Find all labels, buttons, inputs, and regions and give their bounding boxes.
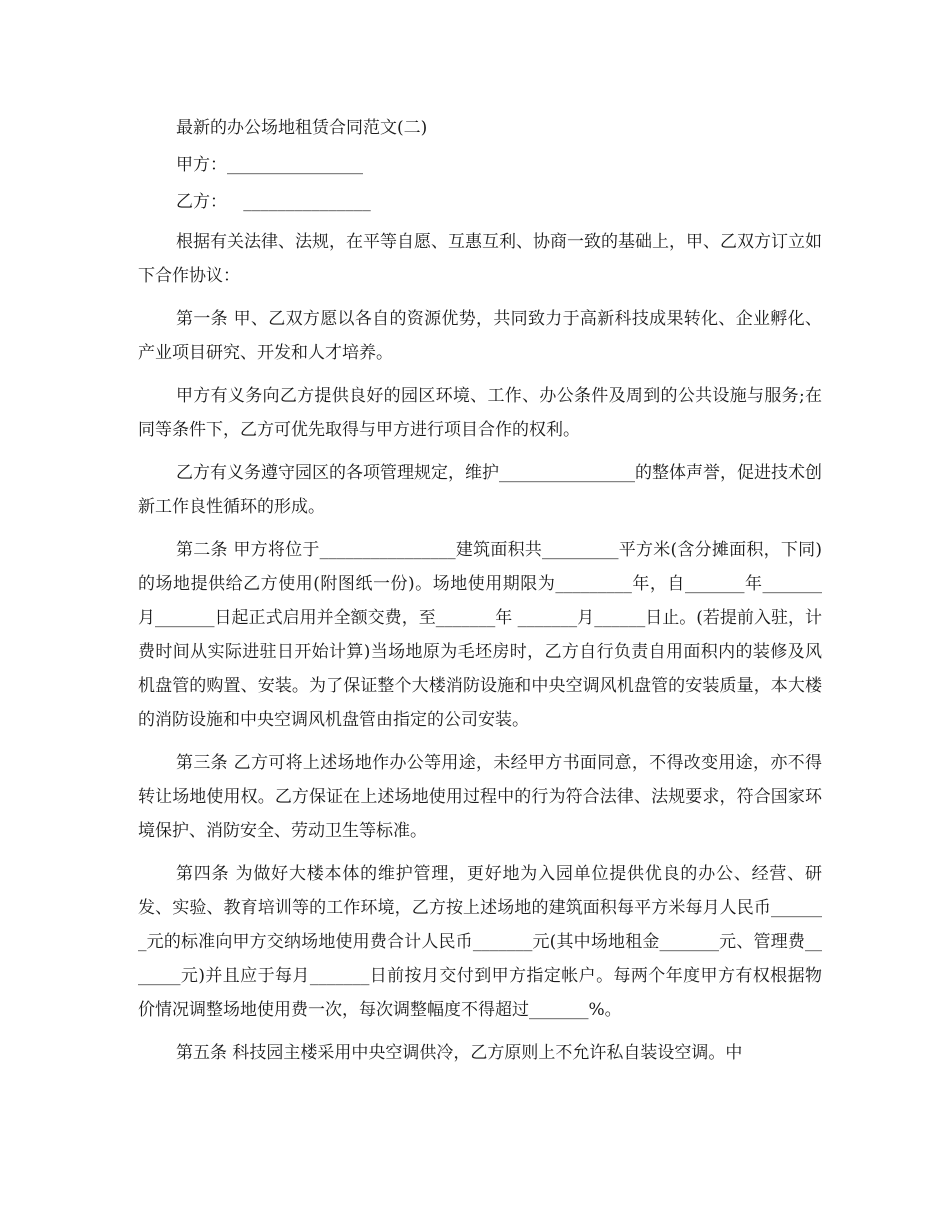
document-title: 最新的办公场地租赁合同范文(二) (176, 118, 428, 138)
paragraph-party-a-duty: 甲方有义务向乙方提供良好的园区环境、工作、办公条件及周到的公共设施与服务;在同等条件下，乙方可优先取得与甲方进行项目合作的权利。 (138, 386, 822, 440)
document-page (138, 114, 822, 1079)
party-b-line: 乙方： _______________ (176, 192, 371, 212)
paragraph-article-1: 第一条 甲、乙双方愿以各自的资源优势，共同致力于高新科技成果转化、企业孵化、产业项目研究、开发和人才培养。 (138, 309, 822, 363)
paragraph-party-b-duty: 乙方有义务遵守园区的各项管理规定，维护________________的整体声誉，促进技术创新工作良性循环的形成。 (138, 463, 822, 517)
paragraph-article-3: 第三条 乙方可将上述场地作办公等用途，未经甲方书面同意，不得改变用途，亦不得转让场地使用权。乙方保证在上述场地使用过程中的行为符合法律、法规要求，符合国家环境保护、消防安全、劳动卫生等标准。 (138, 753, 822, 841)
paragraph-article-5: 第五条 科技园主楼采用中央空调供冷，乙方原则上不允许私自装设空调。中 (176, 1043, 743, 1063)
paragraph-article-4: 第四条 为做好大楼本体的维护管理，更好地为入园单位提供优良的办公、经营、研发、实验、教育培训等的工作环境，乙方按上述场地的建筑面积每平方米每月人民币_______元的标准向甲方交纳场地使用费合计人民币_______元(其中场地租金_______元、管理费_______元)并且应于每月_______日前按月交付到甲方指定帐户。每两个年度甲方有权根据物价情况调整场地使用费一次，每次调整幅度不得超过_______%。 (138, 864, 822, 1020)
party-a-line: 甲方：________________ (176, 155, 363, 175)
paragraph-preamble: 根据有关法律、法规，在平等自愿、互惠互利、协商一致的基础上，甲、乙双方订立如下合作协议： (138, 232, 822, 286)
paragraph-article-2: 第二条 甲方将位于________________建筑面积共_________平方米(含分摊面积，下同)的场地提供给乙方使用(附图纸一份)。场地使用期限为_________年，自_______年_______月_______日起正式启用并全额交费，至_______年 _______月______日止。(若提前入驻，计费时间从实际进驻日开始计算)当场地原为毛坯房时，乙方自行负责自用面积内的装修及风机盘管的购置、安装。为了保证整个大楼消防设施和中央空调风机盘管的安装质量，本大楼的消防设施和中央空调风机盘管由指定的公司安装。 (138, 540, 822, 730)
